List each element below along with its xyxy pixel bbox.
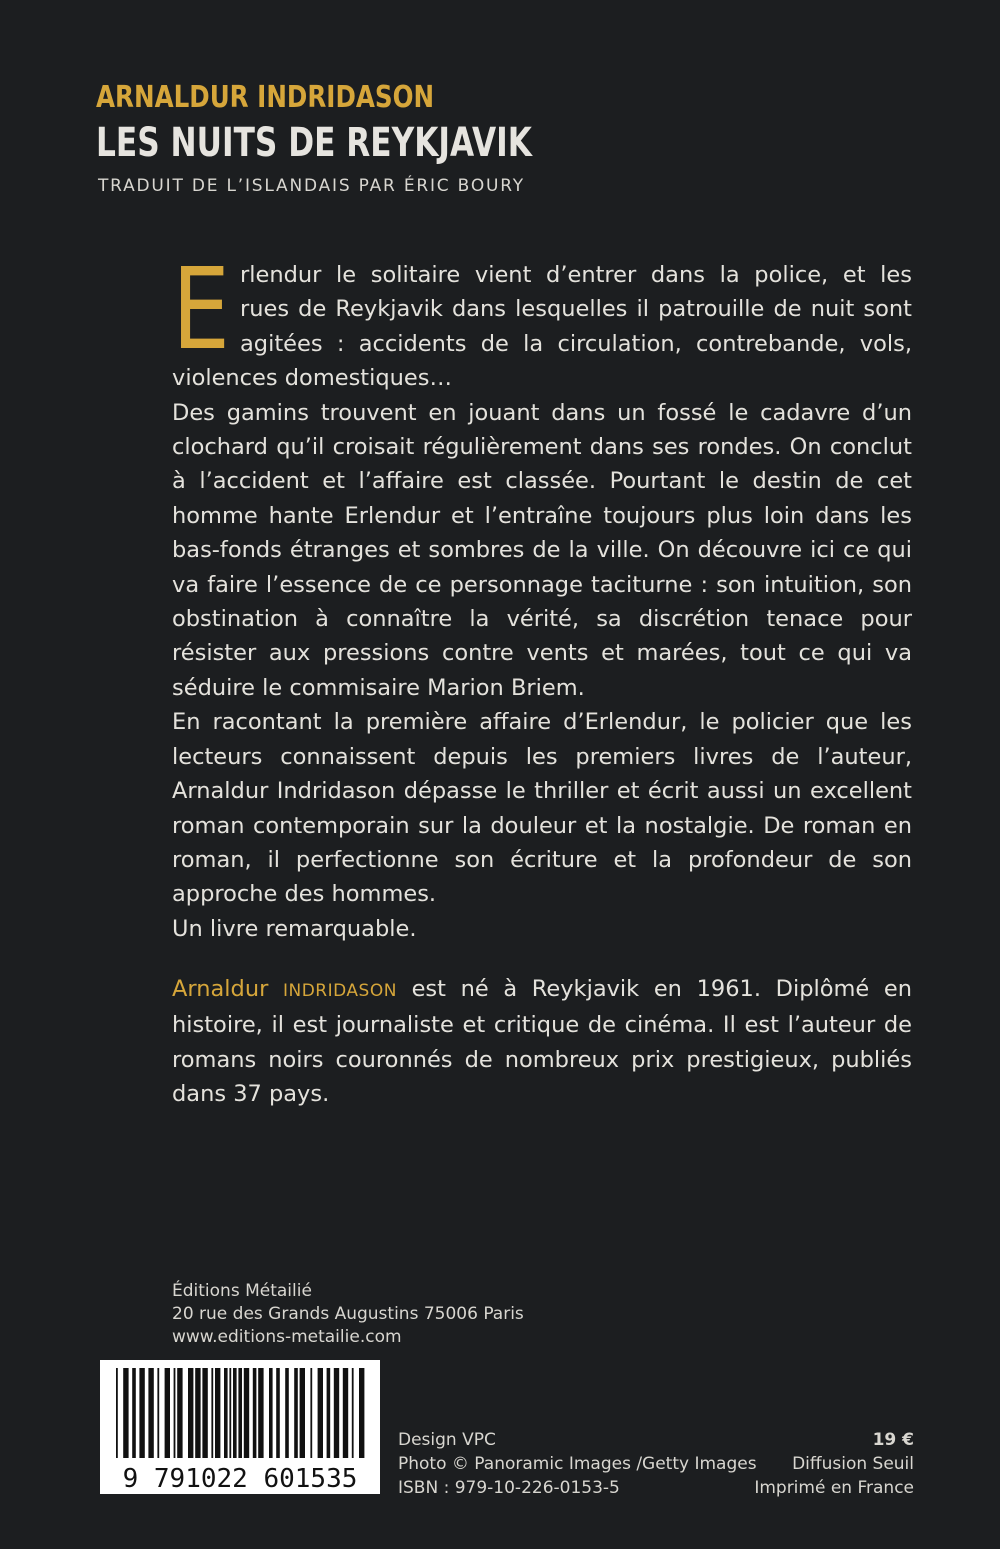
- translator-credit: TRADUIT DE L’ISLANDAIS PAR ÉRIC BOURY: [98, 176, 525, 196]
- barcode-bar: [276, 1368, 280, 1458]
- printed-in: Imprimé en France: [754, 1478, 914, 1498]
- barcode-bar: [174, 1368, 176, 1458]
- barcode-bar: [116, 1368, 118, 1458]
- barcode-bar: [139, 1368, 144, 1458]
- barcode-bar: [148, 1368, 153, 1458]
- barcode-bar: [202, 1368, 207, 1458]
- barcode-bar: [294, 1368, 298, 1458]
- barcode-bar: [253, 1368, 257, 1458]
- author-bio: [172, 972, 912, 1112]
- author-name: ARNALDUR INDRIDASON: [96, 80, 435, 115]
- blurb: [172, 245, 912, 946]
- barcode-bar: [318, 1368, 323, 1458]
- barcode: [100, 1360, 380, 1494]
- barcode-bar: [123, 1368, 128, 1458]
- barcode-bar: [233, 1368, 237, 1458]
- drop-cap: E: [172, 245, 231, 375]
- book-title: LES NUITS DE REYKJAVIK: [96, 120, 532, 166]
- barcode-bar: [229, 1368, 231, 1458]
- bio-last-name: INDRIDASON: [282, 981, 397, 1001]
- barcode-bar: [269, 1368, 273, 1458]
- barcode-bar: [244, 1368, 249, 1458]
- barcode-bar: [352, 1368, 354, 1458]
- blurb-paragraph-4: Un livre remarquable.: [172, 915, 417, 942]
- barcode-digits: 9 791022 601535: [122, 1464, 358, 1494]
- barcode-bar: [258, 1368, 263, 1458]
- price-distribution: [754, 1428, 914, 1500]
- barcode-bar: [188, 1368, 193, 1458]
- barcode-bar: [132, 1368, 136, 1458]
- isbn: ISBN : 979-10-226-0153-5: [398, 1478, 620, 1498]
- barcode-bar: [300, 1368, 305, 1458]
- blurb-opening-lines: [240, 258, 912, 361]
- publisher-info: [172, 1280, 524, 1349]
- blurb-opening: [172, 245, 912, 375]
- blurb-paragraph-2: Des gamins trouvent en jouant dans un fossé le cadavre d’un clochard qu’il croisait régulièrement dans ses rondes. On conclut à l’accident et l’affaire est classée. Pourtant le destin de cet homme hante Erlendur et l’entraîne toujours plus loin dans les bas-fonds étranges et sombres de la ville. On découvre ici ce qui va faire l’essence de ce personnage taciturne : son intuition, son obstination à connaître la vérité, sa discrétion tenace pour résister aux pressions contre vents et marées, tout ce qui va séduire le commisaire Marion Briem.: [172, 399, 912, 701]
- barcode-bar: [285, 1368, 289, 1458]
- bio-text: est né à Reykjavik en 1961. Diplômé en histoire, il est journaliste et critique de cinéma. Il est l’auteur de romans noirs couronnés de nombreux prix prestigieux, publiés dans 37 pays.: [172, 976, 912, 1108]
- barcode-bar: [359, 1368, 364, 1458]
- barcode-bar: [195, 1368, 200, 1458]
- publisher-address: 20 rue des Grands Augustins 75006 Paris: [172, 1304, 524, 1324]
- blurb-line-4: violences domestiques…: [172, 365, 452, 392]
- distribution: Diffusion Seuil: [792, 1454, 914, 1474]
- barcode-bar: [224, 1368, 228, 1458]
- barcode-bar: [157, 1368, 159, 1458]
- blurb-line-1: rlendur le solitaire vient d’entrer dans la police, et les: [240, 262, 912, 288]
- barcode-bar: [327, 1368, 331, 1458]
- barcode-bar: [238, 1368, 242, 1458]
- photo-credit: Photo © Panoramic Images /Getty Images: [398, 1454, 757, 1474]
- barcode-bar: [165, 1368, 170, 1458]
- barcode-bar: [211, 1368, 213, 1458]
- publisher-website: www.editions-metailie.com: [172, 1327, 402, 1347]
- barcode-bar: [215, 1368, 220, 1458]
- credits: [398, 1428, 757, 1500]
- blurb-line-3: agitées : accidents de la circulation, contrebande, vols,: [240, 330, 912, 357]
- barcode-bar: [310, 1368, 312, 1458]
- barcode-bar: [334, 1368, 339, 1458]
- publisher-name: Éditions Métailié: [172, 1281, 312, 1301]
- barcode-bar: [343, 1368, 348, 1458]
- blurb-paragraph-3: En racontant la première affaire d’Erlendur, le policier que les lecteurs connaissent depuis les premiers livres de l’auteur, Arnaldur Indridason dépasse le thriller et écrit aussi un excellent roman contemporain sur la douleur et la nostalgie. De roman en roman, il perfectionne son écriture et la profondeur de son approche des hommes.: [172, 709, 912, 908]
- barcode-bar: [177, 1368, 182, 1458]
- blurb-line-2: rues de Reykjavik dans lesquelles il patrouille de nuit sont: [240, 296, 912, 323]
- design-credit: Design VPC: [398, 1430, 496, 1450]
- barcode-bars: [100, 1360, 380, 1494]
- price: 19 €: [872, 1430, 914, 1450]
- bio-first-name: Arnaldur: [172, 976, 269, 1002]
